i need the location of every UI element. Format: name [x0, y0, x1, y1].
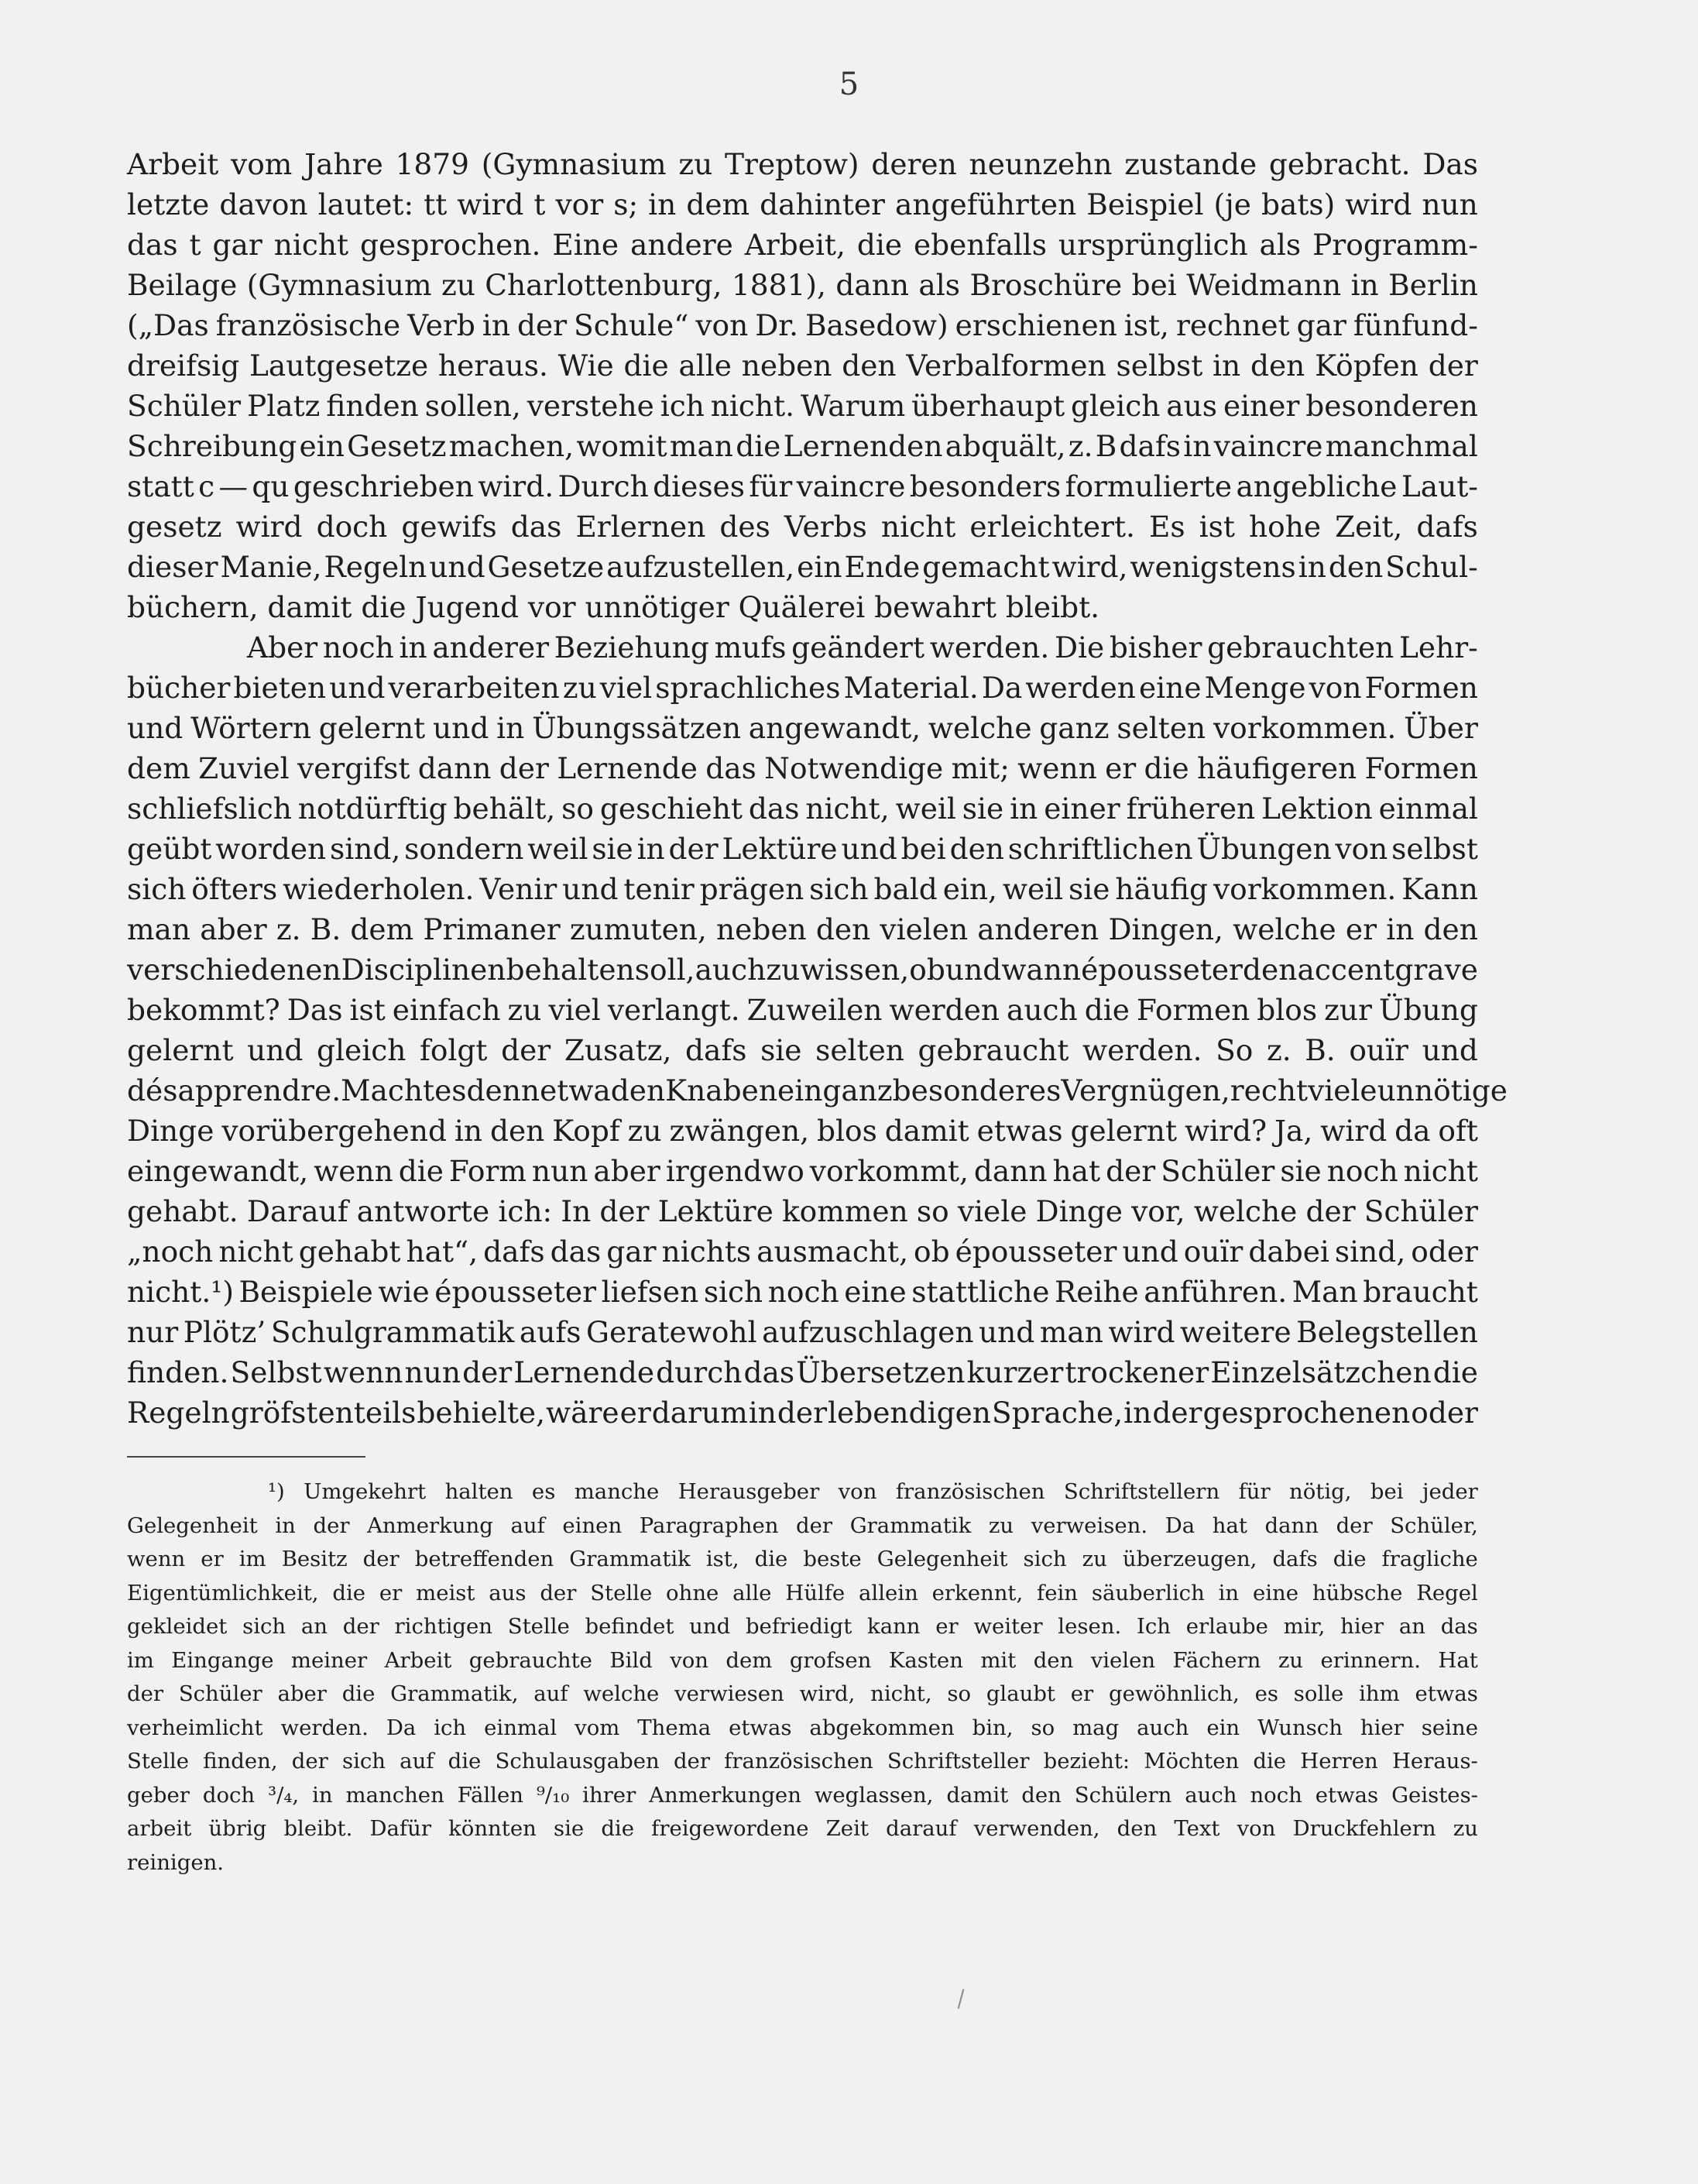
- body-line-4: Beilage (Gymnasium zu Charlottenburg, 1881), dann als Broschüre bei Weidmann in Berlin: [127, 268, 1478, 302]
- body-line-28: „noch nicht gehabt hat“, dafs das gar nichts ausmacht, ob épousseter und ouïr dabei sind, oder: [127, 1235, 1478, 1269]
- footnote-line-7: der Schüler aber die Grammatik, auf welche verwiesen wird, nicht, so glaubt er gewöhnlich, es solle ihm etwas: [127, 1681, 1478, 1706]
- footnote-rule: [127, 1456, 365, 1458]
- footnote-line-11: arbeit übrig bleibt. Dafür könnten sie die freigewordene Zeit darauf verwenden, den Text von Druckfehlern zu: [127, 1816, 1478, 1841]
- footnote-line-2: Gelegenheit in der Anmerkung auf einen Paragraphen der Grammatik zu verweisen. Da hat dann der Schüler,: [127, 1513, 1478, 1538]
- body-line-8: Schreibung ein Gesetz machen, womit man die Lernenden abquält, z. B dafs in vaincre manchmal: [127, 429, 1478, 463]
- body-line-15: und Wörtern gelernt und in Übungssätzen angewandt, welche ganz selten vorkommen. Über: [127, 711, 1478, 745]
- body-line-14: bücher bieten und verarbeiten zu viel sprachliches Material. Da werden eine Menge von Formen: [127, 671, 1478, 705]
- body-line-10: gesetz wird doch gewifs das Erlernen des Verbs nicht erleichtert. Es ist hohe Zeit, dafs: [127, 510, 1478, 544]
- body-line-30: nur Plötz’ Schulgrammatik aufs Geratewohl aufzuschlagen und man wird weitere Belegstellen: [127, 1315, 1478, 1349]
- footnote-line-9: Stelle finden, der sich auf die Schulausgaben der französischen Schriftsteller bezieht: Möchten die Herren Heraus-: [127, 1749, 1478, 1774]
- footnote-line-3: wenn er im Besitz der betreffenden Grammatik ist, die beste Gelegenheit sich zu überzeugen, dafs die fragliche: [127, 1547, 1478, 1571]
- body-line-6: dreifsig Lautgesetze heraus. Wie die alle neben den Verbalformen selbst in den Köpfen der: [127, 349, 1478, 383]
- page-number: 5: [839, 67, 859, 102]
- footnotes: [127, 1475, 1478, 1880]
- body-line-24: désapprendre. Macht es denn etwa den Knaben ein ganz besonderes Vergnügen, recht viele unnötige: [127, 1073, 1508, 1107]
- body-line-29: nicht.¹) Beispiele wie épousseter liefsen sich noch eine stattliche Reihe anführen. Man braucht: [127, 1275, 1478, 1309]
- body-line-21: verschiedenen Disciplinen behalten soll, auch zu wissen, ob und wann épousseter den accent grave: [127, 953, 1478, 987]
- body-line-18: geübt worden sind, sondern weil sie in der Lektüre und bei den schriftlichen Übungen von selbst: [127, 832, 1478, 866]
- body-line-12: büchern, damit die Jugend vor unnötiger Quälerei bewahrt bleibt.: [127, 590, 1100, 624]
- body-line-27: gehabt. Darauf antworte ich: In der Lektüre kommen so viele Dinge vor, welche der Schüler: [127, 1194, 1478, 1228]
- body-line-5: („Das französische Verb in der Schule“ von Dr. Basedow) erschienen ist, rechnet gar fünfund-: [127, 308, 1478, 342]
- body-line-1: Arbeit vom Jahre 1879 (Gymnasium zu Treptow) deren neunzehn zustande gebracht. Das: [127, 147, 1478, 181]
- body-line-2: letzte davon lautet: tt wird t vor s; in dem dahinter angeführten Beispiel (je bats) wird nun: [127, 187, 1478, 221]
- footnote-line-5: gekleidet sich an der richtigen Stelle befindet und befriedigt kann er weiter lesen. Ich erlaube mir, hier an das: [127, 1614, 1478, 1639]
- body-line-19: sich öfters wiederholen. Venir und tenir prägen sich bald ein, weil sie häufig vorkommen. Kann: [127, 872, 1478, 906]
- body-line-22: bekommt? Das ist einfach zu viel verlangt. Zuweilen werden auch die Formen blos zur Übung: [127, 993, 1478, 1027]
- body-line-17: schliefslich notdürftig behält, so geschieht das nicht, weil sie in einer früheren Lektion einmal: [127, 792, 1478, 826]
- footnote-line-6: im Eingange meiner Arbeit gebrauchte Bild von dem grofsen Kasten mit den vielen Fächern zu erinnern. Hat: [127, 1647, 1478, 1673]
- footnote-line-10: geber doch ³/₄, in manchen Fällen ⁹/₁₀ ihrer Anmerkungen weglassen, damit den Schülern auch noch etwas Geistes-: [127, 1782, 1478, 1808]
- body-line-26: eingewandt, wenn die Form nun aber irgendwo vorkommt, dann hat der Schüler sie noch nicht: [127, 1154, 1478, 1188]
- body-line-23: gelernt und gleich folgt der Zusatz, dafs sie selten gebraucht werden. So z. B. ouïr und: [127, 1033, 1478, 1067]
- body-line-9: statt c — qu geschrieben wird. Durch dieses für vaincre besonders formulierte angebliche Laut-: [127, 469, 1478, 503]
- body-line-25: Dinge vorübergehend in den Kopf zu zwängen, blos damit etwas gelernt wird? Ja, wird da oft: [127, 1114, 1478, 1148]
- body-line-11: dieser Manie, Regeln und Gesetze aufzustellen, ein Ende gemacht wird, wenigstens in den Schul-: [127, 550, 1478, 584]
- body-line-32: Regeln gröfstenteils behielte, wäre er darum in der lebendigen Sprache, in der gesprochenen oder: [127, 1396, 1478, 1430]
- body-line-3: das t gar nicht gesprochen. Eine andere Arbeit, die ebenfalls ursprünglich als Programm-: [127, 228, 1478, 262]
- body-line-16: dem Zuviel vergifst dann der Lernende das Notwendige mit; wenn er die häufigeren Formen: [127, 751, 1478, 785]
- footnote-line-1: ¹) Umgekehrt halten es manche Herausgeber von französischen Schriftstellern für nötig, bei jeder: [268, 1479, 1478, 1504]
- footnote-line-4: Eigentümlichkeit, die er meist aus der Stelle ohne alle Hülfe allein erkennt, fein säuberlich in eine hübsche Regel: [127, 1580, 1478, 1605]
- body-line-31: finden. Selbst wenn nun der Lernende durch das Übersetzen kurzer trockener Einzelsätzchen die: [127, 1355, 1478, 1389]
- body-text: [127, 144, 1508, 1433]
- stray-mark: [958, 1989, 965, 2009]
- body-line-20: man aber z. B. dem Primaner zumuten, neben den vielen anderen Dingen, welche er in den: [127, 912, 1478, 946]
- body-line-13: Aber noch in anderer Beziehung mufs geändert werden. Die bisher gebrauchten Lehr-: [247, 630, 1478, 664]
- footnote-line-12: reinigen.: [127, 1849, 225, 1875]
- body-line-7: Schüler Platz finden sollen, verstehe ich nicht. Warum überhaupt gleich aus einer besonderen: [127, 389, 1478, 423]
- footnote-line-8: verheimlicht werden. Da ich einmal vom Thema etwas abgekommen bin, so mag auch ein Wunsch hier seine: [127, 1715, 1478, 1740]
